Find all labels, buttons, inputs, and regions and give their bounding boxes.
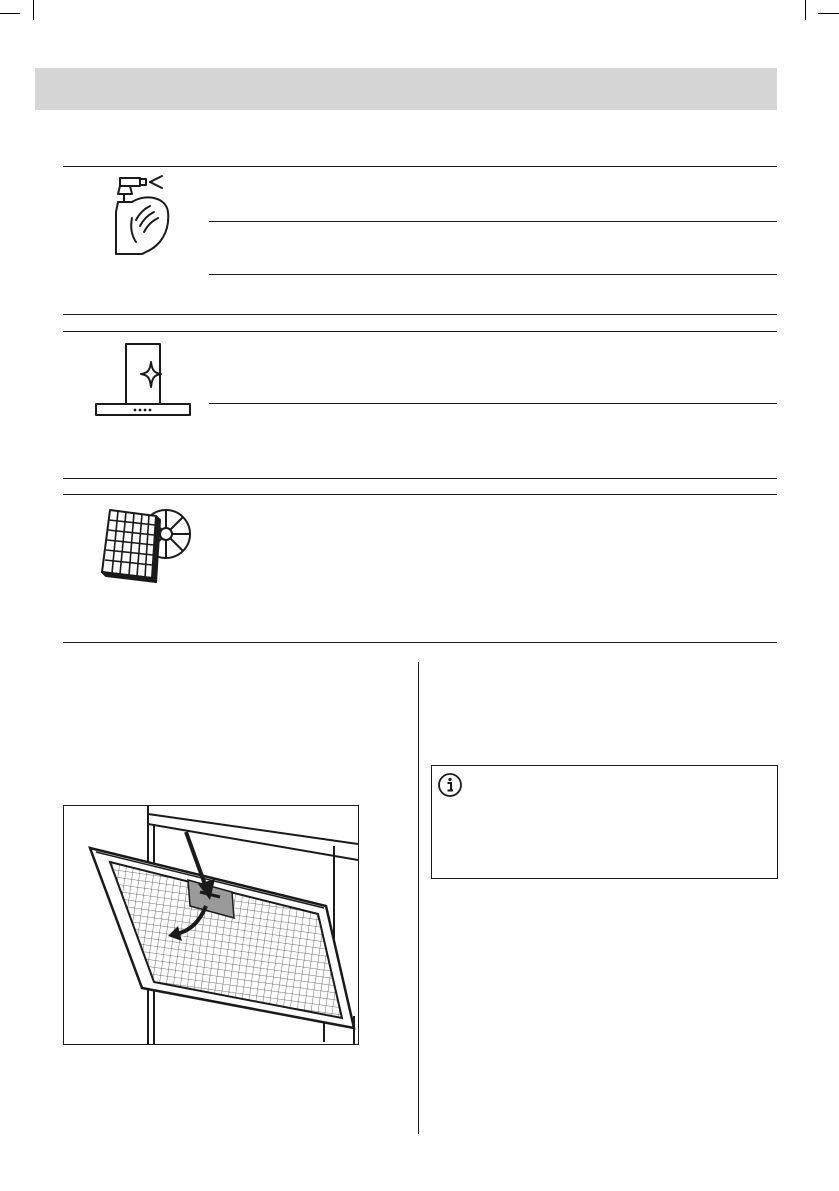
cooker-hood-sparkle-icon <box>94 342 192 418</box>
filter-removal-illustration <box>64 806 358 1044</box>
info-note-box <box>431 765 778 879</box>
crop-mark-top-left <box>0 13 20 14</box>
grease-and-carbon-filter-icon <box>98 500 194 584</box>
column-divider <box>418 662 419 1134</box>
info-icon <box>437 772 463 798</box>
table-section-rule <box>63 478 777 479</box>
crop-mark-top-left-vertical <box>33 0 34 20</box>
table-section-rule <box>63 331 777 332</box>
table-row-rule <box>209 274 777 275</box>
section-header-bar <box>35 68 777 110</box>
spray-and-cloth-icon <box>106 172 170 258</box>
table-row-rule <box>209 221 777 222</box>
table-section-rule <box>63 314 777 315</box>
crop-mark-top-right <box>818 13 839 14</box>
table-bottom-rule <box>63 642 777 643</box>
crop-mark-top-right-vertical <box>805 0 806 20</box>
table-top-rule <box>63 166 777 167</box>
table-row-rule <box>209 403 777 404</box>
filter-removal-figure <box>63 805 359 1045</box>
table-section-rule <box>63 494 777 495</box>
